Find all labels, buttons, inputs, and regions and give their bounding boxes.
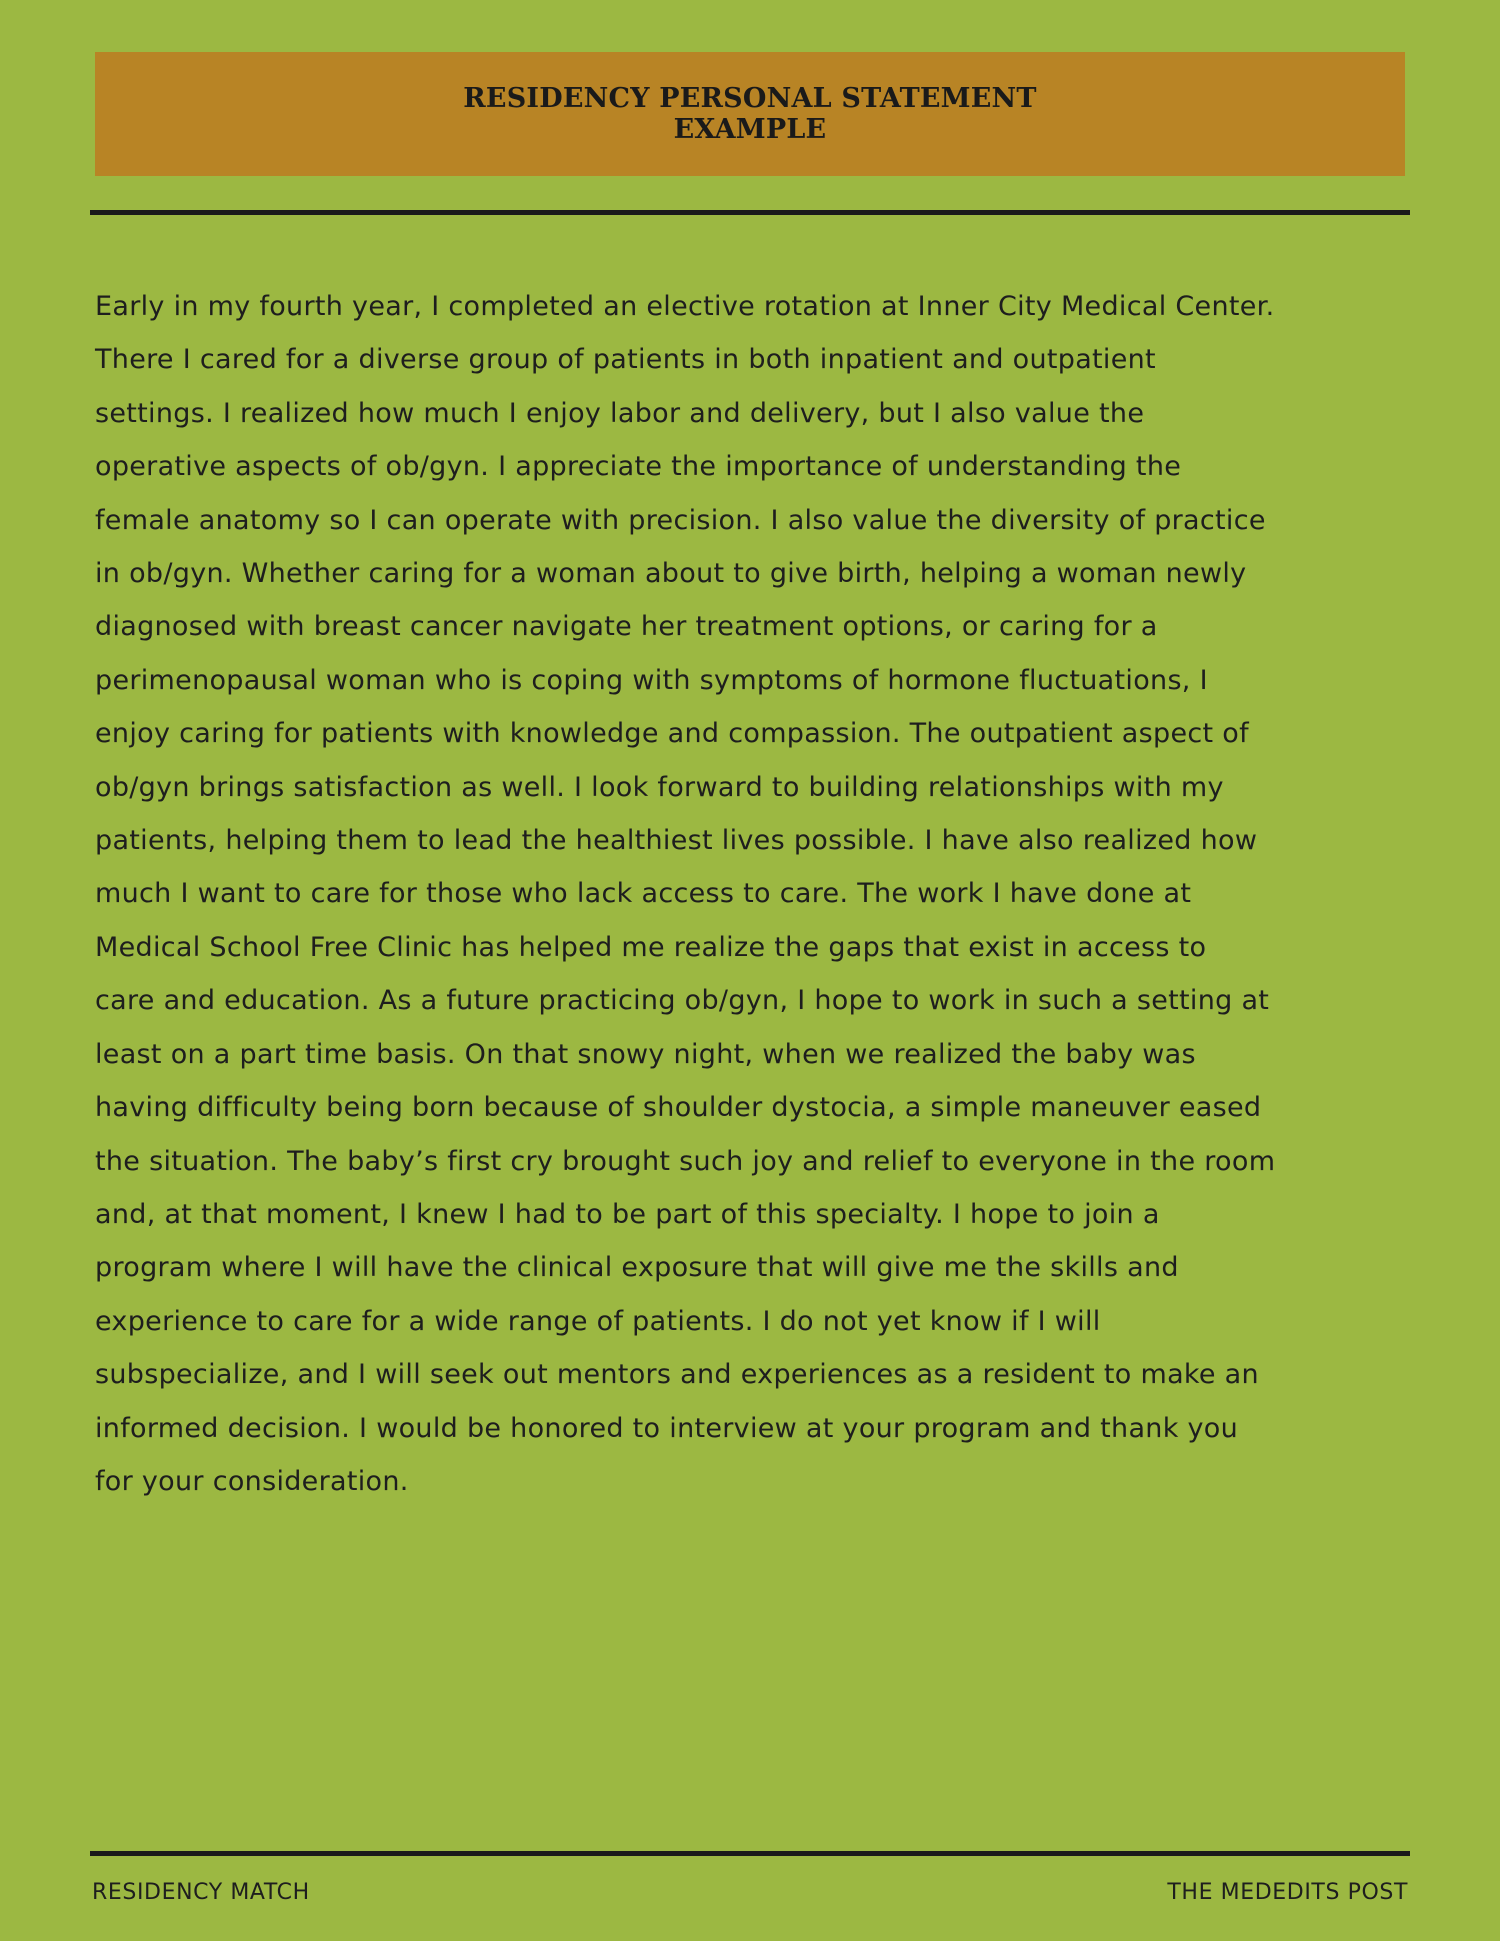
body-line: least on a part time basis. On that snowy night, when we realized the baby was [95,1038,1196,1070]
body-line: settings. I realized how much I enjoy labor and delivery, but I also value the [95,397,1145,429]
body-line: in ob/gyn. Whether caring for a woman about to give birth, helping a woman newly [95,558,1247,590]
page-title-line: RESIDENCY PERSONAL STATEMENT [463,83,1037,114]
body-line: the situation. The baby’s first cry brought such joy and relief to everyone in the room [95,1145,1276,1177]
body-line: for your consideration. [95,1465,409,1497]
body-line: diagnosed with breast cancer navigate her treatment options, or caring for a [95,611,1158,643]
body-line: informed decision. I would be honored to interview at your program and thank you [95,1412,1239,1444]
body-line: program where I will have the clinical exposure that will give me the skills and [95,1252,1179,1284]
body-line: patients, helping them to lead the healthiest lives possible. I have also realized how [95,825,1258,857]
body-line: and, at that moment, I knew I had to be part of this specialty. I hope to join a [95,1198,1160,1230]
top-divider [90,210,1410,215]
title-banner [95,52,1405,176]
body-line: having difficulty being born because of shoulder dystocia, a simple maneuver eased [95,1092,1262,1124]
body-line: experience to care for a wide range of patients. I do not yet know if I will [95,1305,1101,1337]
body-line: There I cared for a diverse group of patients in both inpatient and outpatient [95,344,1156,376]
body-line: enjoy caring for patients with knowledge and compassion. The outpatient aspect of [95,718,1249,750]
body-line: perimenopausal woman who is coping with symptoms of hormone fluctuations, I [95,664,1208,696]
footer-left-label: RESIDENCY MATCH [92,1880,310,1905]
body-line: operative aspects of ob/gyn. I appreciate the importance of understanding the [95,451,1182,483]
body-line: ob/gyn brings satisfaction as well. I look forward to building relationships with my [95,771,1224,803]
page-title-line: EXAMPLE [673,114,827,145]
bottom-divider [90,1851,1410,1856]
page-title [463,83,1036,145]
statement-body [95,280,1405,1508]
body-line: Early in my fourth year, I completed an elective rotation at Inner City Medical Center. [95,291,1275,322]
body-line: female anatomy so I can operate with precision. I also value the diversity of practice [95,504,1266,536]
body-line: Medical School Free Clinic has helped me realize the gaps that exist in access to [95,931,1207,963]
body-line: subspecialize, and I will seek out mentors and experiences as a resident to make an [95,1359,1259,1391]
footer-right-label: THE MEDEDITS POST [1167,1880,1408,1905]
body-line: care and education. As a future practicing ob/gyn, I hope to work in such a setting at [95,985,1270,1017]
body-line: much I want to care for those who lack access to care. The work I have done at [95,878,1192,910]
